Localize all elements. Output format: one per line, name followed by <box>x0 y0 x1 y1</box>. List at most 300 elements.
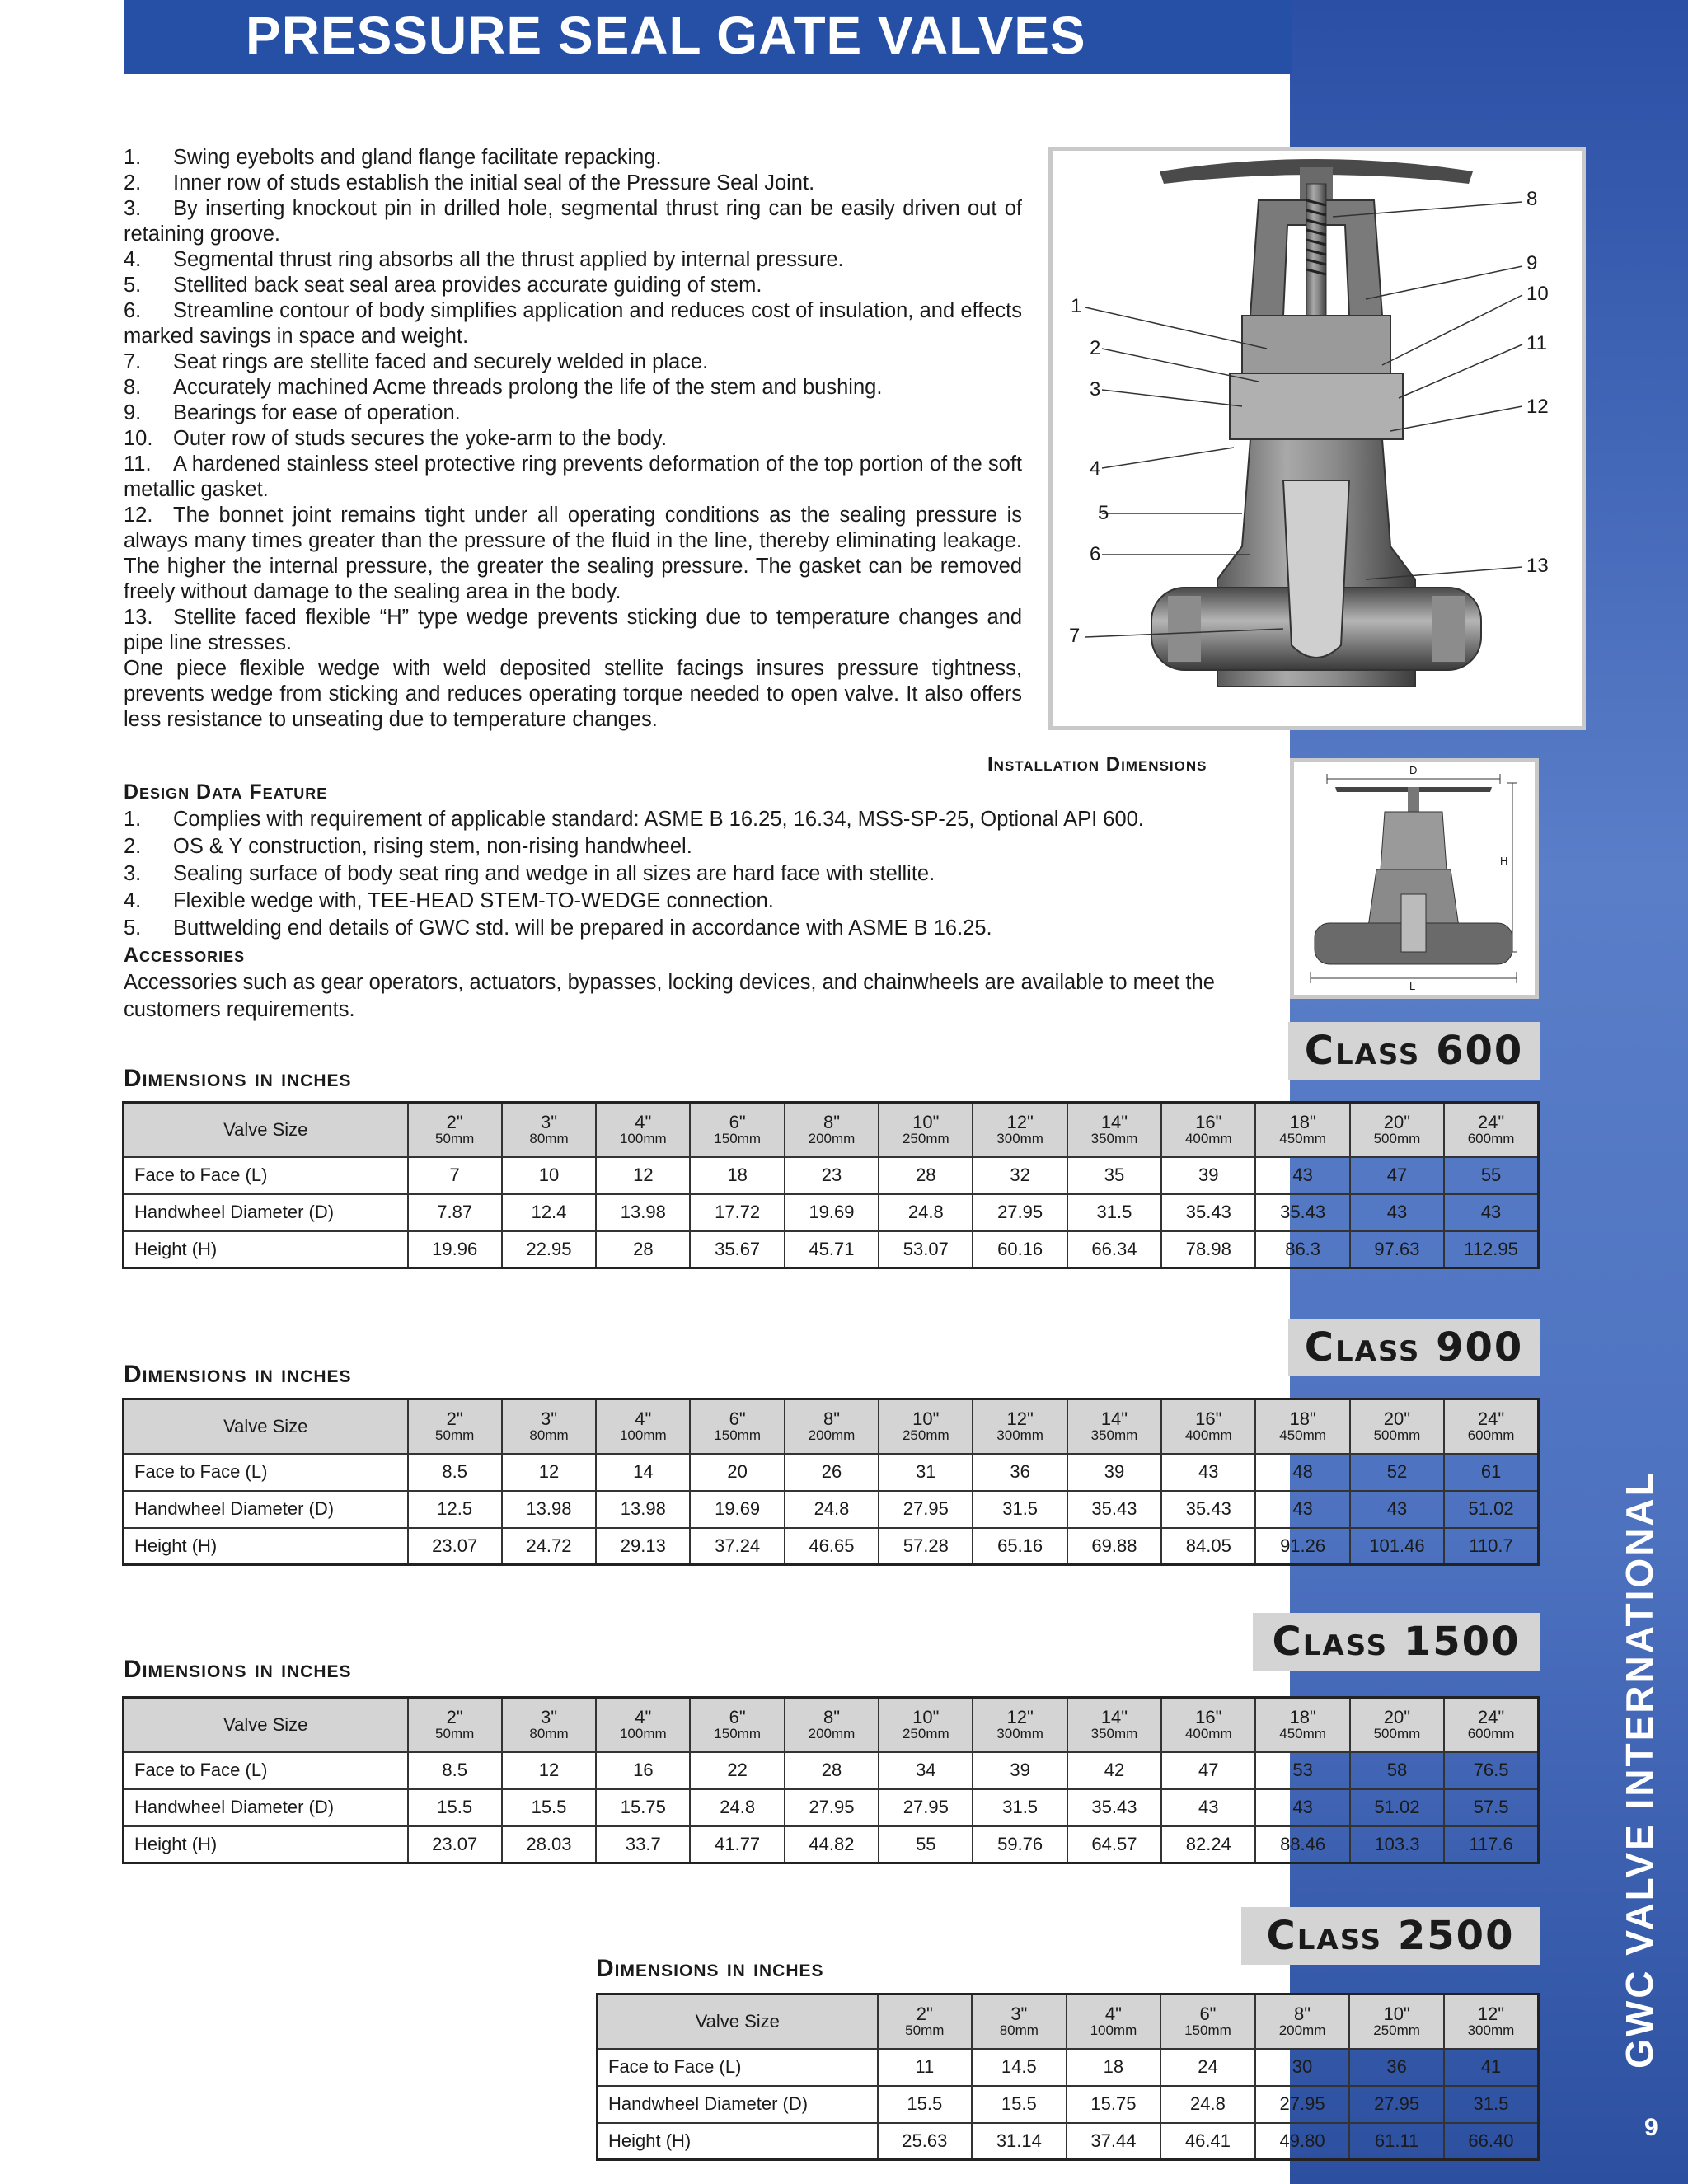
size-cell <box>1444 1994 1539 2049</box>
value-cell: 53 <box>1255 1752 1349 1789</box>
size-inches: 10" <box>912 1111 940 1132</box>
design-item <box>124 888 1261 915</box>
size-cell <box>973 1103 1067 1157</box>
size-inches: 20" <box>1383 1408 1411 1429</box>
row-label: Handwheel Diameter (D) <box>598 2086 878 2123</box>
size-inches: 14" <box>1100 1408 1128 1429</box>
size-inches: 3" <box>540 1111 558 1132</box>
design-heading: Design Data Feature <box>124 780 328 804</box>
size-cell <box>1349 1994 1444 2049</box>
feature-item <box>124 349 1022 375</box>
class-badge: Class 900 <box>1288 1319 1540 1376</box>
value-cell: 7 <box>408 1157 502 1194</box>
value-cell: 31.5 <box>973 1491 1067 1528</box>
size-cell <box>596 1399 690 1454</box>
value-cell: 84.05 <box>1161 1528 1255 1565</box>
size-mm: 450mm <box>1279 1427 1326 1443</box>
value-cell: 61 <box>1444 1454 1538 1491</box>
value-cell: 30 <box>1255 2049 1350 2086</box>
title-bar <box>124 0 1292 74</box>
value-cell: 35.43 <box>1067 1789 1161 1826</box>
value-cell: 15.5 <box>502 1789 596 1826</box>
value-cell: 53.07 <box>879 1231 973 1268</box>
size-mm: 100mm <box>1090 2022 1137 2038</box>
value-cell: 27.95 <box>1349 2086 1444 2123</box>
value-cell: 15.75 <box>596 1789 690 1826</box>
value-cell: 18 <box>690 1157 784 1194</box>
value-cell: 19.69 <box>785 1194 879 1231</box>
size-cell <box>690 1103 784 1157</box>
size-inches: 12" <box>1006 1408 1034 1429</box>
value-cell: 29.13 <box>596 1528 690 1565</box>
callout-number: 12 <box>1526 396 1549 418</box>
feature-item <box>124 298 1022 349</box>
size-mm: 200mm <box>808 1130 856 1146</box>
value-cell: 43 <box>1161 1454 1255 1491</box>
handwheel-diameter-row <box>124 1491 1539 1528</box>
size-cell <box>879 1103 973 1157</box>
value-cell: 22 <box>690 1752 784 1789</box>
size-mm: 50mm <box>435 1725 475 1741</box>
callout-number: 1 <box>1071 295 1082 317</box>
feature-number: 7. <box>124 350 142 373</box>
size-cell <box>1350 1698 1444 1752</box>
row-label: Face to Face (L) <box>124 1454 408 1491</box>
size-cell <box>1350 1103 1444 1157</box>
design-number: 4. <box>124 889 142 912</box>
size-cell <box>1444 1399 1538 1454</box>
size-cell <box>972 1994 1067 2049</box>
size-mm: 300mm <box>996 1725 1043 1741</box>
valve-cutaway-figure <box>1048 147 1586 730</box>
value-cell: 57.5 <box>1444 1789 1538 1826</box>
value-cell: 39 <box>1161 1157 1255 1194</box>
value-cell: 76.5 <box>1444 1752 1538 1789</box>
size-cell <box>973 1698 1067 1752</box>
class-badge: Class 600 <box>1288 1022 1540 1080</box>
feature-number: 8. <box>124 376 142 399</box>
size-mm: 150mm <box>1184 2022 1231 2038</box>
value-cell: 82.24 <box>1161 1826 1255 1863</box>
size-cell <box>785 1399 879 1454</box>
size-inches: 16" <box>1195 1408 1222 1429</box>
size-inches: 8" <box>823 1111 840 1132</box>
value-cell: 16 <box>596 1752 690 1789</box>
row-label: Height (H) <box>124 1826 408 1863</box>
features-list <box>124 145 1022 733</box>
size-inches: 2" <box>446 1706 463 1727</box>
feature-number: 5. <box>124 274 142 297</box>
size-cell <box>1255 1994 1350 2049</box>
features-closing: One piece flexible wedge with weld deposited stellite facings insures pressure tightness, prevents wedge from sticking and reduces operating torque needed to open valve. It also offers less resistance to unseating due to temperature changes. <box>124 657 1022 731</box>
valve-cutaway-illustration <box>1053 151 1582 726</box>
handwheel-diameter-row <box>124 1194 1539 1231</box>
class-badge: Class 2500 <box>1241 1907 1540 1965</box>
value-cell: 55 <box>879 1826 973 1863</box>
value-cell: 27.95 <box>973 1194 1067 1231</box>
value-cell: 43 <box>1350 1491 1444 1528</box>
value-cell: 15.5 <box>878 2086 973 2123</box>
dimensions-heading: Dimensions in inches <box>124 1361 352 1388</box>
side-brand: GWC VALVE INTERNATIONAL <box>1618 1470 1661 2069</box>
design-text: Flexible wedge with, TEE-HEAD STEM-TO-WEDGE connection. <box>173 889 774 912</box>
size-cell <box>1255 1103 1349 1157</box>
callout-number: 10 <box>1526 283 1549 305</box>
size-mm: 50mm <box>905 2022 945 2038</box>
feature-item <box>124 426 1022 452</box>
callout-number: 11 <box>1526 332 1547 354</box>
feature-text: Inner row of studs establish the initial seal of the Pressure Seal Joint. <box>173 171 815 194</box>
value-cell: 46.41 <box>1160 2123 1255 2160</box>
dim-label-h: H <box>1500 855 1508 867</box>
value-cell: 10 <box>502 1157 596 1194</box>
value-cell: 12.4 <box>502 1194 596 1231</box>
handwheel-diameter-row <box>598 2086 1539 2123</box>
value-cell: 43 <box>1255 1491 1349 1528</box>
value-cell: 28 <box>785 1752 879 1789</box>
feature-item <box>124 247 1022 273</box>
feature-number: 9. <box>124 401 142 424</box>
size-mm: 150mm <box>714 1725 761 1741</box>
design-number: 1. <box>124 808 142 831</box>
value-cell: 27.95 <box>879 1789 973 1826</box>
size-cell <box>1161 1103 1255 1157</box>
value-cell: 47 <box>1161 1752 1255 1789</box>
size-cell <box>502 1698 596 1752</box>
installation-dimensions-heading: Installation Dimensions <box>987 753 1207 776</box>
callout-number: 6 <box>1090 543 1101 565</box>
value-cell: 13.98 <box>596 1194 690 1231</box>
size-mm: 450mm <box>1279 1130 1326 1146</box>
accessories-heading: Accessories <box>124 944 246 967</box>
size-cell <box>1444 1103 1538 1157</box>
value-cell: 19.69 <box>690 1491 784 1528</box>
value-cell: 48 <box>1255 1454 1349 1491</box>
value-cell: 13.98 <box>596 1491 690 1528</box>
row-label: Height (H) <box>598 2123 878 2160</box>
feature-item <box>124 401 1022 426</box>
table-header-row <box>124 1103 1539 1157</box>
row-label: Valve Size <box>124 1399 408 1454</box>
value-cell: 47 <box>1350 1157 1444 1194</box>
value-cell: 28 <box>879 1157 973 1194</box>
dimension-table <box>596 1993 1540 2161</box>
value-cell: 36 <box>1349 2049 1444 2086</box>
size-cell <box>879 1698 973 1752</box>
row-label: Handwheel Diameter (D) <box>124 1789 408 1826</box>
design-list <box>124 806 1261 942</box>
size-cell <box>690 1698 784 1752</box>
face-to-face-row <box>124 1454 1539 1491</box>
row-label: Face to Face (L) <box>124 1157 408 1194</box>
feature-text: A hardened stainless steel protective ring prevents deformation of the top portion of the soft metallic gasket. <box>124 452 1022 501</box>
value-cell: 39 <box>1067 1454 1161 1491</box>
size-cell <box>690 1399 784 1454</box>
value-cell: 28 <box>596 1231 690 1268</box>
size-inches: 14" <box>1100 1111 1128 1132</box>
row-label: Valve Size <box>598 1994 878 2049</box>
value-cell: 14.5 <box>972 2049 1067 2086</box>
size-cell <box>502 1399 596 1454</box>
size-inches: 4" <box>635 1111 652 1132</box>
size-inches: 4" <box>635 1706 652 1727</box>
value-cell: 110.7 <box>1444 1528 1538 1565</box>
size-cell <box>596 1103 690 1157</box>
page-title: PRESSURE SEAL GATE VALVES <box>246 6 1086 65</box>
feature-number: 4. <box>124 248 142 271</box>
callout-number: 5 <box>1098 502 1109 524</box>
row-label: Height (H) <box>124 1231 408 1268</box>
face-to-face-row <box>124 1752 1539 1789</box>
face-to-face-row <box>124 1157 1539 1194</box>
value-cell: 12 <box>596 1157 690 1194</box>
handwheel-diameter-row <box>124 1789 1539 1826</box>
feature-item <box>124 605 1022 656</box>
feature-item <box>124 375 1022 401</box>
design-text: Sealing surface of body seat ring and wedge in all sizes are hard face with stellite. <box>173 862 935 885</box>
feature-item <box>124 273 1022 298</box>
feature-text: Swing eyebolts and gland flange facilitate repacking. <box>173 146 662 169</box>
value-cell: 43 <box>1444 1194 1538 1231</box>
value-cell: 35.43 <box>1161 1194 1255 1231</box>
value-cell: 41.77 <box>690 1826 784 1863</box>
row-label: Height (H) <box>124 1528 408 1565</box>
size-cell <box>408 1698 502 1752</box>
size-mm: 250mm <box>902 1130 950 1146</box>
value-cell: 24.8 <box>1160 2086 1255 2123</box>
size-mm: 200mm <box>1278 2022 1326 2038</box>
feature-text: The bonnet joint remains tight under all operating conditions as the sealing pressure is always many times greater than the pressure of the fluid in the line, thereby eliminating leakage. The higher the internal pressure, the greater the sealing pressure. The gasket can be removed freely without damage to the sealing area in the body. <box>124 504 1022 603</box>
table-header-row <box>124 1399 1539 1454</box>
size-mm: 350mm <box>1090 1130 1138 1146</box>
size-inches: 24" <box>1477 1111 1505 1132</box>
value-cell: 31.14 <box>972 2123 1067 2160</box>
value-cell: 13.98 <box>502 1491 596 1528</box>
value-cell: 78.98 <box>1161 1231 1255 1268</box>
value-cell: 43 <box>1255 1157 1349 1194</box>
size-mm: 100mm <box>619 1427 667 1443</box>
size-cell <box>878 1994 973 2049</box>
value-cell: 86.3 <box>1255 1231 1349 1268</box>
dimensions-heading: Dimensions in inches <box>596 1955 824 1982</box>
size-mm: 250mm <box>902 1427 950 1443</box>
dimensions-heading: Dimensions in inches <box>124 1065 352 1092</box>
value-cell: 65.16 <box>973 1528 1067 1565</box>
value-cell: 23.07 <box>408 1528 502 1565</box>
feature-text: Outer row of studs secures the yoke-arm to the body. <box>173 427 668 450</box>
value-cell: 60.16 <box>973 1231 1067 1268</box>
callout-number: 13 <box>1526 555 1549 577</box>
size-cell <box>502 1103 596 1157</box>
height-row <box>124 1231 1539 1268</box>
value-cell: 37.44 <box>1067 2123 1161 2160</box>
size-cell <box>973 1399 1067 1454</box>
size-cell <box>785 1698 879 1752</box>
value-cell: 66.40 <box>1444 2123 1539 2160</box>
feature-item <box>124 145 1022 171</box>
size-cell <box>596 1698 690 1752</box>
size-inches: 20" <box>1383 1111 1411 1132</box>
size-inches: 16" <box>1195 1111 1222 1132</box>
value-cell: 24 <box>1160 2049 1255 2086</box>
value-cell: 46.65 <box>785 1528 879 1565</box>
size-cell <box>1067 1994 1161 2049</box>
value-cell: 15.75 <box>1067 2086 1161 2123</box>
feature-text: By inserting knockout pin in drilled hole, segmental thrust ring can be easily driven out of retaining groove. <box>124 197 1022 246</box>
feature-number: 12. <box>124 504 153 527</box>
design-item <box>124 833 1261 860</box>
value-cell: 58 <box>1350 1752 1444 1789</box>
value-cell: 24.72 <box>502 1528 596 1565</box>
value-cell: 31.5 <box>1444 2086 1539 2123</box>
size-inches: 18" <box>1289 1408 1316 1429</box>
value-cell: 35.43 <box>1161 1491 1255 1528</box>
height-row <box>598 2123 1539 2160</box>
size-mm: 350mm <box>1090 1725 1138 1741</box>
feature-text: Segmental thrust ring absorbs all the thrust applied by internal pressure. <box>173 248 844 271</box>
size-mm: 80mm <box>529 1725 569 1741</box>
design-section <box>124 779 1261 1024</box>
size-inches: 6" <box>1199 2003 1217 2024</box>
value-cell: 22.95 <box>502 1231 596 1268</box>
size-inches: 2" <box>446 1111 463 1132</box>
callout-number: 8 <box>1526 188 1538 210</box>
row-label: Handwheel Diameter (D) <box>124 1491 408 1528</box>
value-cell: 27.95 <box>785 1789 879 1826</box>
size-inches: 24" <box>1477 1408 1505 1429</box>
size-inches: 12" <box>1006 1706 1034 1727</box>
design-item <box>124 860 1261 888</box>
feature-text: Accurately machined Acme threads prolong the life of the stem and bushing. <box>173 376 883 399</box>
height-row <box>124 1826 1539 1863</box>
callout-number: 2 <box>1090 337 1101 359</box>
callout-number: 4 <box>1090 457 1101 480</box>
value-cell: 35 <box>1067 1157 1161 1194</box>
size-inches: 10" <box>912 1706 940 1727</box>
value-cell: 31.5 <box>973 1789 1067 1826</box>
feature-item <box>124 171 1022 196</box>
value-cell: 44.82 <box>785 1826 879 1863</box>
value-cell: 61.11 <box>1349 2123 1444 2160</box>
value-cell: 32 <box>973 1157 1067 1194</box>
table-header-row <box>124 1698 1539 1752</box>
value-cell: 91.26 <box>1255 1528 1349 1565</box>
size-inches: 8" <box>1294 2003 1311 2024</box>
dimensions-heading: Dimensions in inches <box>124 1656 352 1683</box>
size-cell <box>1350 1399 1444 1454</box>
value-cell: 31 <box>879 1454 973 1491</box>
size-inches: 6" <box>729 1408 746 1429</box>
value-cell: 57.28 <box>879 1528 973 1565</box>
value-cell: 23 <box>785 1157 879 1194</box>
size-mm: 600mm <box>1467 1130 1515 1146</box>
size-cell <box>1067 1698 1161 1752</box>
feature-text: Seat rings are stellite faced and securely welded in place. <box>173 350 709 373</box>
value-cell: 45.71 <box>785 1231 879 1268</box>
value-cell: 39 <box>973 1752 1067 1789</box>
feature-text: Stellited back seat seal area provides accurate guiding of stem. <box>173 274 762 297</box>
value-cell: 28.03 <box>502 1826 596 1863</box>
row-label: Handwheel Diameter (D) <box>124 1194 408 1231</box>
value-cell: 35.67 <box>690 1231 784 1268</box>
row-label: Face to Face (L) <box>598 2049 878 2086</box>
value-cell: 26 <box>785 1454 879 1491</box>
value-cell: 35.43 <box>1255 1194 1349 1231</box>
size-inches: 16" <box>1195 1706 1222 1727</box>
size-inches: 12" <box>1006 1111 1034 1132</box>
value-cell: 66.34 <box>1067 1231 1161 1268</box>
callout-number: 3 <box>1090 378 1101 401</box>
value-cell: 12 <box>502 1454 596 1491</box>
callout-number: 7 <box>1069 625 1081 647</box>
size-mm: 100mm <box>619 1725 667 1741</box>
row-label: Valve Size <box>124 1103 408 1157</box>
class-badge: Class 1500 <box>1253 1613 1540 1671</box>
value-cell: 8.5 <box>408 1752 502 1789</box>
value-cell: 103.3 <box>1350 1826 1444 1863</box>
size-cell <box>408 1103 502 1157</box>
size-cell <box>1255 1698 1349 1752</box>
design-number: 3. <box>124 862 142 885</box>
size-cell <box>408 1399 502 1454</box>
value-cell: 51.02 <box>1444 1491 1538 1528</box>
size-mm: 400mm <box>1184 1130 1232 1146</box>
size-cell <box>785 1103 879 1157</box>
size-inches: 24" <box>1477 1706 1505 1727</box>
value-cell: 27.95 <box>1255 2086 1350 2123</box>
value-cell: 43 <box>1350 1194 1444 1231</box>
installation-illustration <box>1294 762 1535 995</box>
value-cell: 34 <box>879 1752 973 1789</box>
value-cell: 11 <box>878 2049 973 2086</box>
value-cell: 36 <box>973 1454 1067 1491</box>
feature-text: Streamline contour of body simplifies application and reduces cost of insulation, and effects marked savings in space and weight. <box>124 299 1022 348</box>
row-label: Face to Face (L) <box>124 1752 408 1789</box>
size-inches: 6" <box>729 1706 746 1727</box>
value-cell: 18 <box>1067 2049 1161 2086</box>
size-inches: 18" <box>1289 1111 1316 1132</box>
value-cell: 20 <box>690 1454 784 1491</box>
design-number: 5. <box>124 916 142 940</box>
dimension-table <box>122 1101 1540 1269</box>
size-cell <box>1444 1698 1538 1752</box>
size-mm: 300mm <box>1467 2022 1515 2038</box>
value-cell: 27.95 <box>879 1491 973 1528</box>
size-mm: 350mm <box>1090 1427 1138 1443</box>
size-mm: 500mm <box>1373 1725 1421 1741</box>
value-cell: 52 <box>1350 1454 1444 1491</box>
size-mm: 80mm <box>529 1427 569 1443</box>
size-inches: 14" <box>1100 1706 1128 1727</box>
value-cell: 101.46 <box>1350 1528 1444 1565</box>
face-to-face-row <box>598 2049 1539 2086</box>
value-cell: 117.6 <box>1444 1826 1538 1863</box>
size-mm: 50mm <box>435 1130 475 1146</box>
size-mm: 600mm <box>1467 1427 1515 1443</box>
size-mm: 250mm <box>1373 2022 1420 2038</box>
size-mm: 80mm <box>529 1130 569 1146</box>
value-cell: 12.5 <box>408 1491 502 1528</box>
value-cell: 24.8 <box>785 1491 879 1528</box>
installation-figure <box>1290 758 1539 999</box>
value-cell: 51.02 <box>1350 1789 1444 1826</box>
size-mm: 80mm <box>999 2022 1039 2038</box>
size-mm: 400mm <box>1184 1427 1232 1443</box>
design-text: Buttwelding end details of GWC std. will be prepared in accordance with ASME B 16.25. <box>173 916 992 940</box>
value-cell: 42 <box>1067 1752 1161 1789</box>
size-inches: 18" <box>1289 1706 1316 1727</box>
size-mm: 150mm <box>714 1427 761 1443</box>
